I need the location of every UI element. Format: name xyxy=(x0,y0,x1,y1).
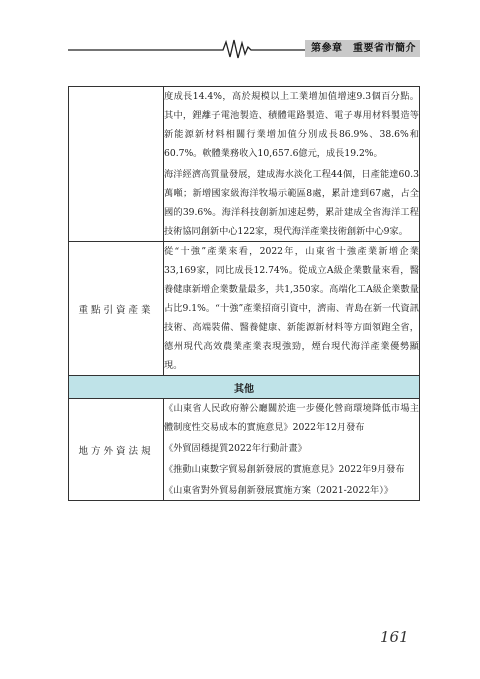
paragraph: 海洋經濟高質量發展，建成海水淡化工程44個，日產能達60.3萬噸；新增國家級海洋牧場示範區8處，累計達到67處，占全國的39.6%。海洋科技創新加速起勢，累計建成全省海洋工程技術協同創新中心122家，現代海洋產業技術創新中心9家。 xyxy=(164,169,419,237)
page-number: 161 xyxy=(380,628,409,646)
chapter-title: 第參章 重要省市簡介 xyxy=(305,40,420,57)
info-table xyxy=(68,86,420,501)
section-header-row xyxy=(69,376,420,399)
list-item: 《外貿固穩提質2022年行動計畫》 xyxy=(164,443,307,454)
list-item: 《山東省人民政府辦公廳關於進一步優化營商環境降低市場主體制度性交易成本的實施意見》2022年12月發布 xyxy=(164,403,419,433)
paragraph: 從“十強”產業來看，2022年，山東省十強產業新增企業33,169家，同比成長12.74%。從成立A級企業數量來看，醫養健康新增企業數量最多，共1,350家。高端化工A級企業數量占比9.1%。“十強”產業招商引資中，濟南、青島在新一代資訊技術、高端裝備、醫養健康、新能源新材料等方面領跑全省，德州現代高效農業產業表現強勁，煙台現代海洋產業優勢顯現。 xyxy=(164,246,419,371)
section-title: 其他 xyxy=(69,376,420,399)
paragraph: 度成長14.4%，高於規模以上工業增加值增速9.3個百分點。其中，鋰離子電池製造、積體電路製造、電子專用材料製造等新能源新材料相關行業增加值分別成長86.9%、38.6%和60.7%。軟體業務收入10,657.6億元，成長19.2%。 xyxy=(164,91,419,159)
page-header xyxy=(68,38,420,60)
table-row xyxy=(69,242,420,376)
table-row xyxy=(69,87,420,242)
row-label: 地方外資法規 xyxy=(69,399,164,501)
heartbeat-line-icon xyxy=(68,38,313,60)
row-label-empty xyxy=(69,87,164,242)
row-content xyxy=(164,87,420,242)
row-content xyxy=(164,242,420,376)
list-item: 《推動山東數字貿易創新發展的實施意見》2022年9月發布 xyxy=(164,464,405,475)
list-item: 《山東省對外貿易創新發展實施方案（2021-2022年）》 xyxy=(164,485,394,496)
row-label: 重點引資產業 xyxy=(69,242,164,376)
row-content xyxy=(164,399,420,501)
table-row xyxy=(69,399,420,501)
